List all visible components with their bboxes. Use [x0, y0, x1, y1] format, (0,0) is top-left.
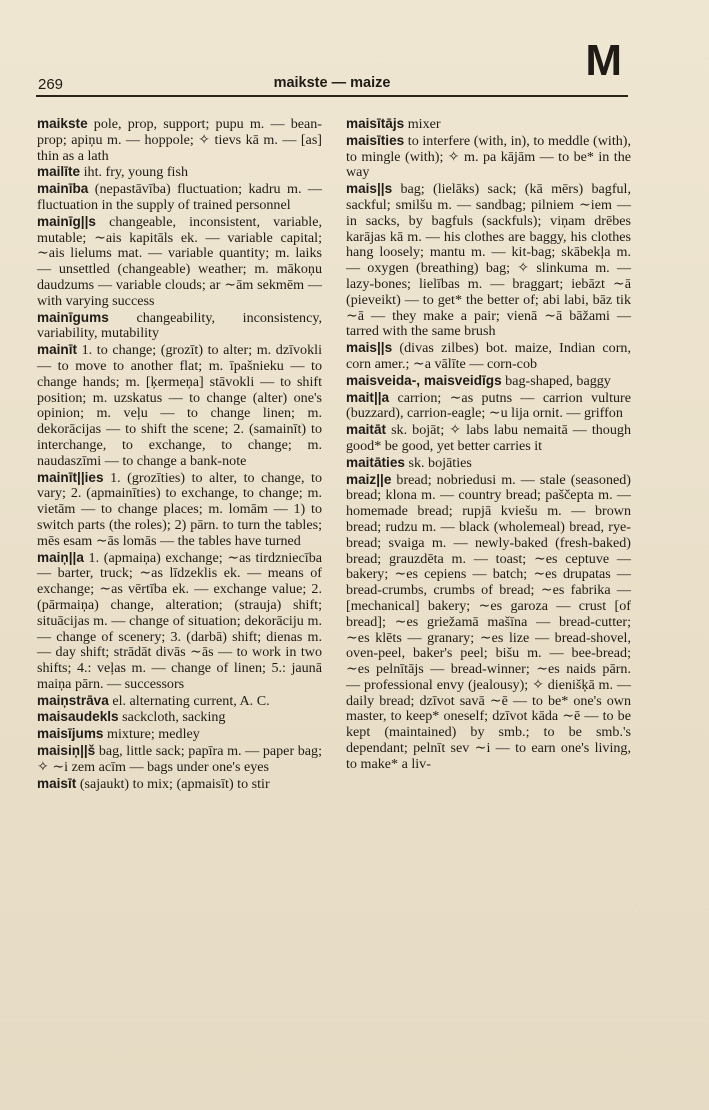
dictionary-entry — [37, 726, 322, 743]
dictionary-entry — [346, 472, 631, 773]
entry-headword: mait||a — [346, 389, 390, 405]
dictionary-entry — [346, 133, 631, 181]
entry-definition: sk. bojāties — [404, 454, 472, 471]
entry-definition: mixture; medley — [103, 726, 200, 743]
dictionary-entry — [37, 709, 322, 726]
entry-definition: (divas zilbes) bot. maize, Indian corn, corn amer.; ∼a vālīte — corn-cob — [346, 340, 631, 372]
dictionary-entry — [37, 116, 322, 164]
entry-headword: maisījums — [37, 726, 104, 742]
dictionary-entry — [37, 214, 322, 310]
entry-definition: to interfere (with, in), to meddle (with), to mingle (with); ✧ m. pa kājām — to be* in the way — [346, 132, 631, 181]
entry-definition: 1. (apmaiņa) exchange; ∼as tirdzniecība — barter, truck; ∼as līdzeklis ek. — means of exchange; ∼as vērtība ek. — exchange value; 2. (pārmaiņa) change, alteration; (strauja) shift; situācijas m. — change of situation; dekorāciju m. — change of scenery; 3. (darbā) shift; dienas m. — day shift; strādāt divās ∼ās — to work in two shifts; 4.: veļas m. — change of linen; 5.: jaunā maiņa pārn. — successors — [37, 549, 322, 692]
running-head: maikste — maize — [273, 75, 391, 91]
entry-definition: mixer — [404, 116, 441, 132]
entry-definition: bread; nobriedusi m. — stale (seasoned) bread; klona m. — country bread; paščepta m. — homemade bread; rupjā kviešu m. — brown bread; rudzu m. — black (wholemeal) bread, rye-bread; svaiga m. — newly-baked (fresh-baked) bread; grauzdēta m. — toast; ∼es ceptuve — bakery; ∼es cepiens — batch; ∼es drupatas — bread-crumbs, crumbs of bread; ∼es fabrika — [mechanical] bakery; ∼es garoza — crust [of bread]; ∼es griežamā mašīna — bread-cutter; ∼es klēts — granary; ∼es lize — bread-shovel, oven-peel, baker's peel; bišu m. — bee-bread; ∼es pelnītājs — bread-winner; ∼es naids pārn. — professional envy (jealousy); ✧ dienišķā m. — daily bread; dzīvot savā ∼ē — to be* one's own master, to keep* oneself; dzīvot kāda ∼ē — to be kept (maintained) by smb.; to be smb.'s dependant; pelnīt sev ∼i — to earn one's living, to make* a liv- — [346, 471, 631, 772]
entry-headword: mainīgums — [37, 309, 109, 325]
entry-headword: mainīg||s — [37, 213, 96, 229]
right-column — [346, 116, 631, 773]
entry-headword: mailīte — [37, 164, 81, 180]
page-header — [36, 74, 628, 94]
dictionary-entry — [346, 390, 631, 423]
entry-headword: mais||s — [346, 181, 393, 197]
entry-definition: changeable, inconsistent, variable, mutable; ∼ais kapitāls ek. — variable capital; ∼ais lielums mat. — variable quantity; m. laiks — unsettled (changeable) weather; m. mākoņu daudzums — variable clouds; ar ∼ām sekmēm — with varying success — [37, 213, 322, 309]
entry-headword: maikste — [37, 116, 88, 131]
dictionary-entry — [346, 422, 631, 455]
entry-definition: 1. (grozīties) to alter, to change, to vary; 2. (apmainīties) to exchange, to change; m. vietām — to change places; m. lomām — 1) to switch parts (the roles); 2) pārn. to turn the tables; mēs esam ∼ās lomās — the tables have turned — [37, 469, 322, 549]
entry-headword: maisveida-, maisveidīgs — [346, 372, 502, 388]
entry-definition: sackcloth, sacking — [118, 709, 226, 726]
entry-definition: el. alternating current, A. C. — [108, 692, 270, 709]
dictionary-entry — [37, 776, 322, 793]
entry-definition: bag; (lielāks) sack; (kā mērs) bagful, sackful; smilšu m. — sandbag; pilniem ∼iem — in sacks, by bagfuls (sackfuls); viņam drēbes karājas kā m. — his clothes are baggy, his clothes hang loosely; mantu m. — kit-bag; skābekļa m. — oxygen (breathing) bag; ✧ slinkuma m. — lazy-bones; lielības m. — braggart; iebāzt ∼ā (pieveikt) — to get* the better of; abi labi, bāz tik ∼ā — they make a pair; vienā ∼ā bāžami — tarred with the same brush — [346, 181, 631, 340]
entry-headword: maiņ||a — [37, 549, 84, 565]
left-column — [37, 116, 322, 792]
dictionary-entry — [37, 693, 322, 710]
entry-definition: iht. fry, young fish — [80, 164, 188, 181]
dictionary-entry — [346, 373, 631, 390]
dictionary-entry — [346, 181, 631, 340]
entry-headword: maisītājs — [346, 116, 405, 131]
entry-headword: maisīties — [346, 132, 405, 148]
header-rule — [36, 95, 628, 97]
dictionary-entry — [37, 310, 322, 343]
entry-definition: (sajaukt) to mix; (apmaisīt) to stir — [76, 775, 270, 792]
dictionary-entry — [37, 164, 322, 181]
dictionary-entry — [37, 550, 322, 693]
entry-headword: mainība — [37, 181, 89, 197]
entry-headword: mais||s — [346, 340, 393, 356]
page-number: 269 — [38, 76, 64, 93]
entry-headword: maisaudekls — [37, 709, 119, 725]
entry-headword: maitāties — [346, 454, 405, 470]
entry-headword: maiņstrāva — [37, 692, 109, 708]
dictionary-entry — [346, 455, 631, 472]
entry-headword: mainīt||ies — [37, 469, 104, 485]
dictionary-entry — [346, 116, 631, 133]
entry-definition: sk. bojāt; ✧ labs labu nemaitā — though good* be good, yet better carries it — [346, 422, 631, 454]
entry-headword: maitāt — [346, 422, 387, 438]
entry-headword: maiz||e — [346, 471, 392, 487]
dictionary-entry — [37, 181, 322, 214]
dictionary-entry — [37, 342, 322, 469]
dictionary-entry — [37, 743, 322, 776]
entry-definition: (nepastāvība) fluctuation; kadru m. — fluctuation in the supply of trained personnel — [37, 181, 322, 213]
entry-definition: bag, little sack; papīra m. — paper bag; ✧ ∼i zem acīm — bags under one's eyes — [37, 743, 322, 775]
thumb-index-letter: M — [585, 36, 623, 85]
entry-definition: pole, prop, support; pupu m. — bean-prop; apiņu m. — hoppole; ✧ tievs kā m. — [as] thin as a lath — [37, 116, 322, 164]
dictionary-entry — [346, 340, 631, 373]
dictionary-entry — [37, 470, 322, 550]
entry-definition: changeability, inconsistency, variability, mutability — [37, 309, 322, 342]
entry-headword: maisiņ||š — [37, 743, 96, 759]
entry-headword: maisīt — [37, 775, 77, 791]
entry-definition: bag-shaped, baggy — [501, 372, 611, 389]
entry-definition: carrion; ∼as putns — carrion vulture (buzzard), carrion-eagle; ∼u lija ornit. — griffon — [346, 389, 631, 422]
entry-definition: 1. to change; (grozīt) to alter; m. dzīvokli — to move to another flat; m. īpašnieku — to change hands; m. [ķermeņa] stāvokli — to shift position; m. uzskatus — to change (alter) one's opinion; m. veļu — to change linen; m. dekorācijas — to shift the scene; 2. (samainīt) to interchange, to exchange, to change; m. naudaszīmi — to change a bank-note — [37, 342, 322, 469]
entry-headword: mainīt — [37, 342, 78, 358]
